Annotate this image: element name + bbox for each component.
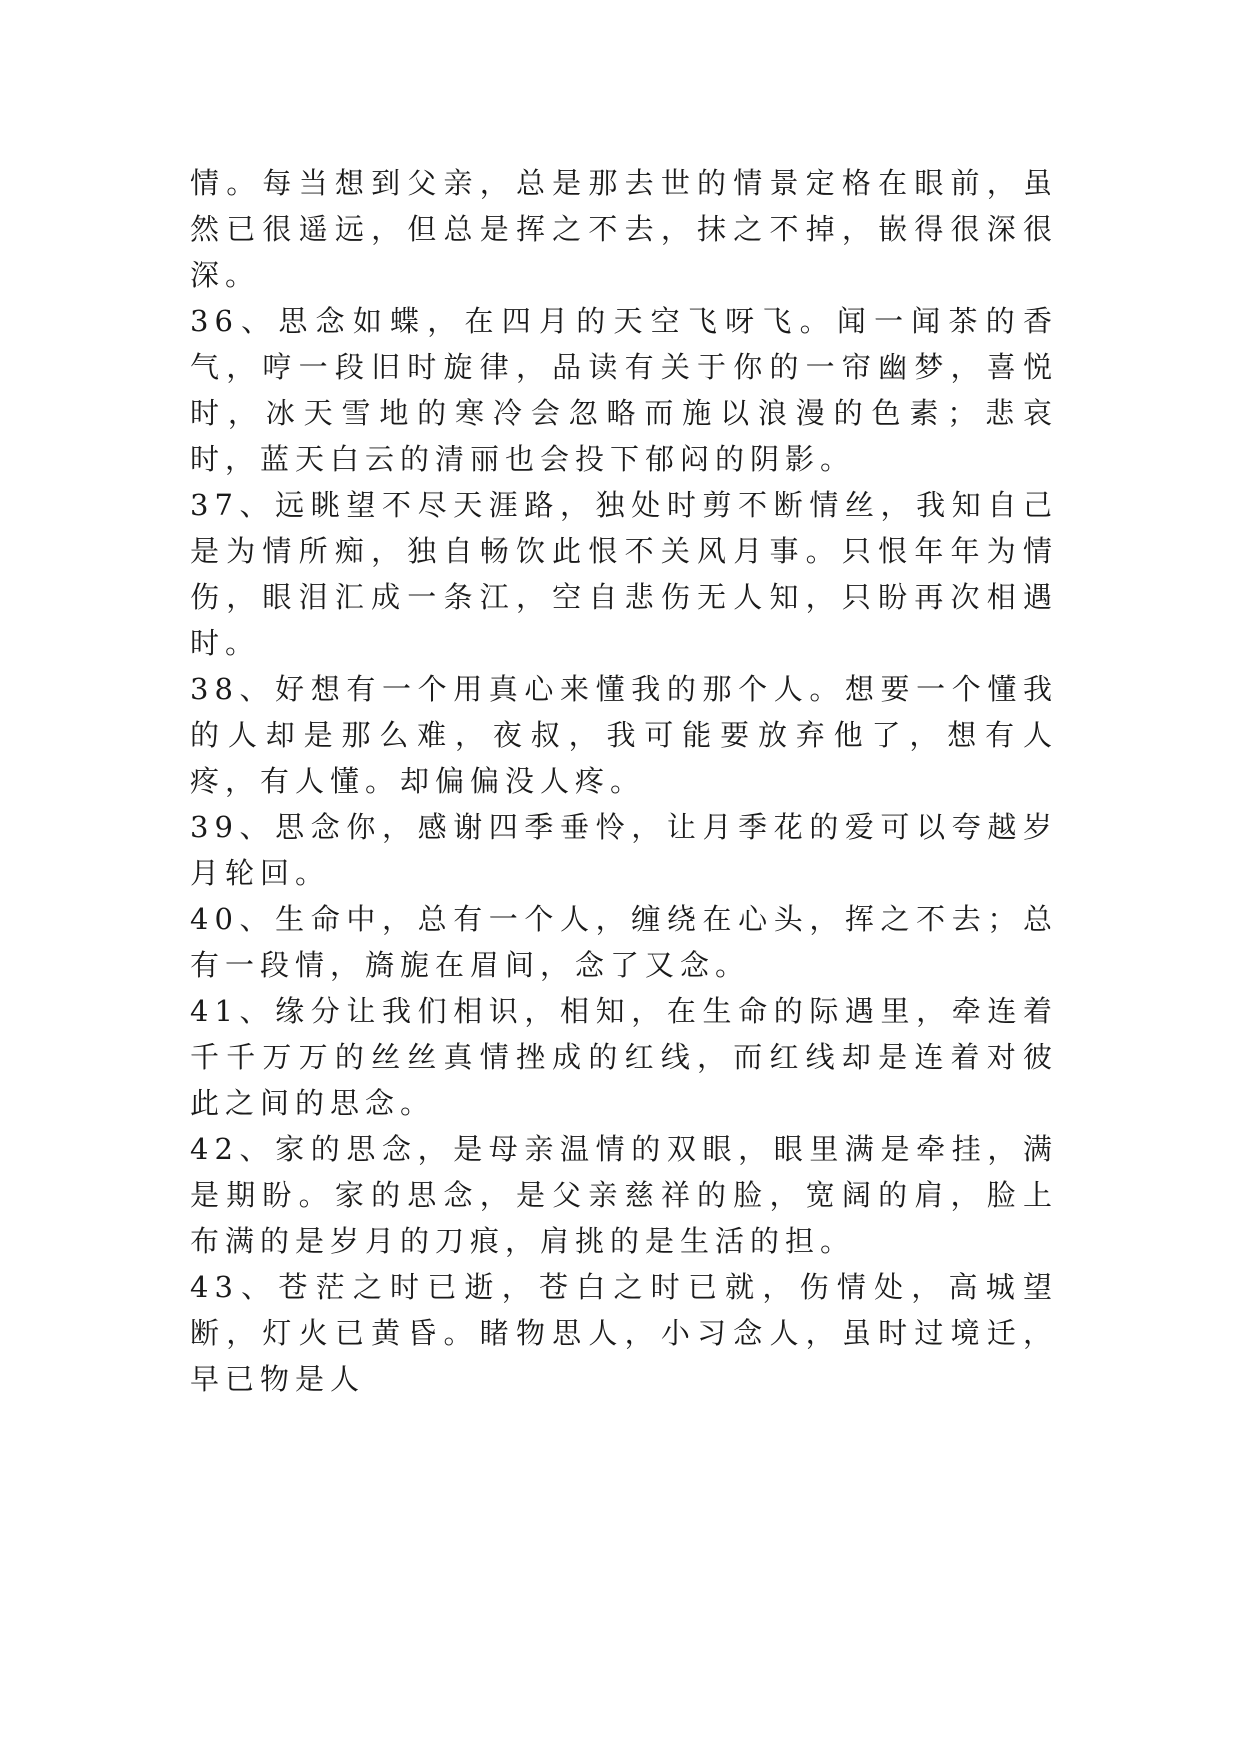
paragraph-37: 37、远眺望不尽天涯路，独处时剪不断情丝，我知自己是为情所痴，独自畅饮此恨不关风月事。只恨年年为情伤，眼泪汇成一条江，空自悲伤无人知，只盼再次相遇时。 (190, 488, 1058, 660)
paragraph-42: 42、家的思念，是母亲温情的双眼，眼里满是牵挂，满是期盼。家的思念，是父亲慈祥的脸，宽阔的肩，脸上布满的是岁月的刀痕，肩挑的是生活的担。 (190, 1132, 1058, 1258)
paragraph-40: 40、生命中，总有一个人，缠绕在心头，挥之不去；总有一段情，旖旎在眉间，念了又念。 (190, 902, 1058, 982)
paragraph-continuation: 情。每当想到父亲，总是那去世的情景定格在眼前，虽然已很遥远，但总是挥之不去，抹之不掉，嵌得很深很深。 (190, 166, 1058, 292)
paragraph-39: 39、思念你，感谢四季垂怜，让月季花的爱可以夸越岁月轮回。 (190, 810, 1058, 890)
document-body (190, 160, 1058, 1402)
paragraph-38: 38、好想有一个用真心来懂我的那个人。想要一个懂我的人却是那么难，夜叔，我可能要放弃他了，想有人疼，有人懂。却偏偏没人疼。 (190, 672, 1058, 798)
paragraph-36: 36、思念如蝶，在四月的天空飞呀飞。闻一闻茶的香气，哼一段旧时旋律，品读有关于你的一帘幽梦，喜悦时，冰天雪地的寒冷会忽略而施以浪漫的色素；悲哀时，蓝天白云的清丽也会投下郁闷的阴影。 (190, 304, 1058, 476)
paragraph-41: 41、缘分让我们相识，相知，在生命的际遇里，牵连着千千万万的丝丝真情挫成的红线，而红线却是连着对彼此之间的思念。 (190, 994, 1058, 1120)
paragraph-43: 43、苍茫之时已逝，苍白之时已就，伤情处，高城望断，灯火已黄昏。睹物思人，小习念人，虽时过境迁，早已物是人 (190, 1270, 1058, 1396)
